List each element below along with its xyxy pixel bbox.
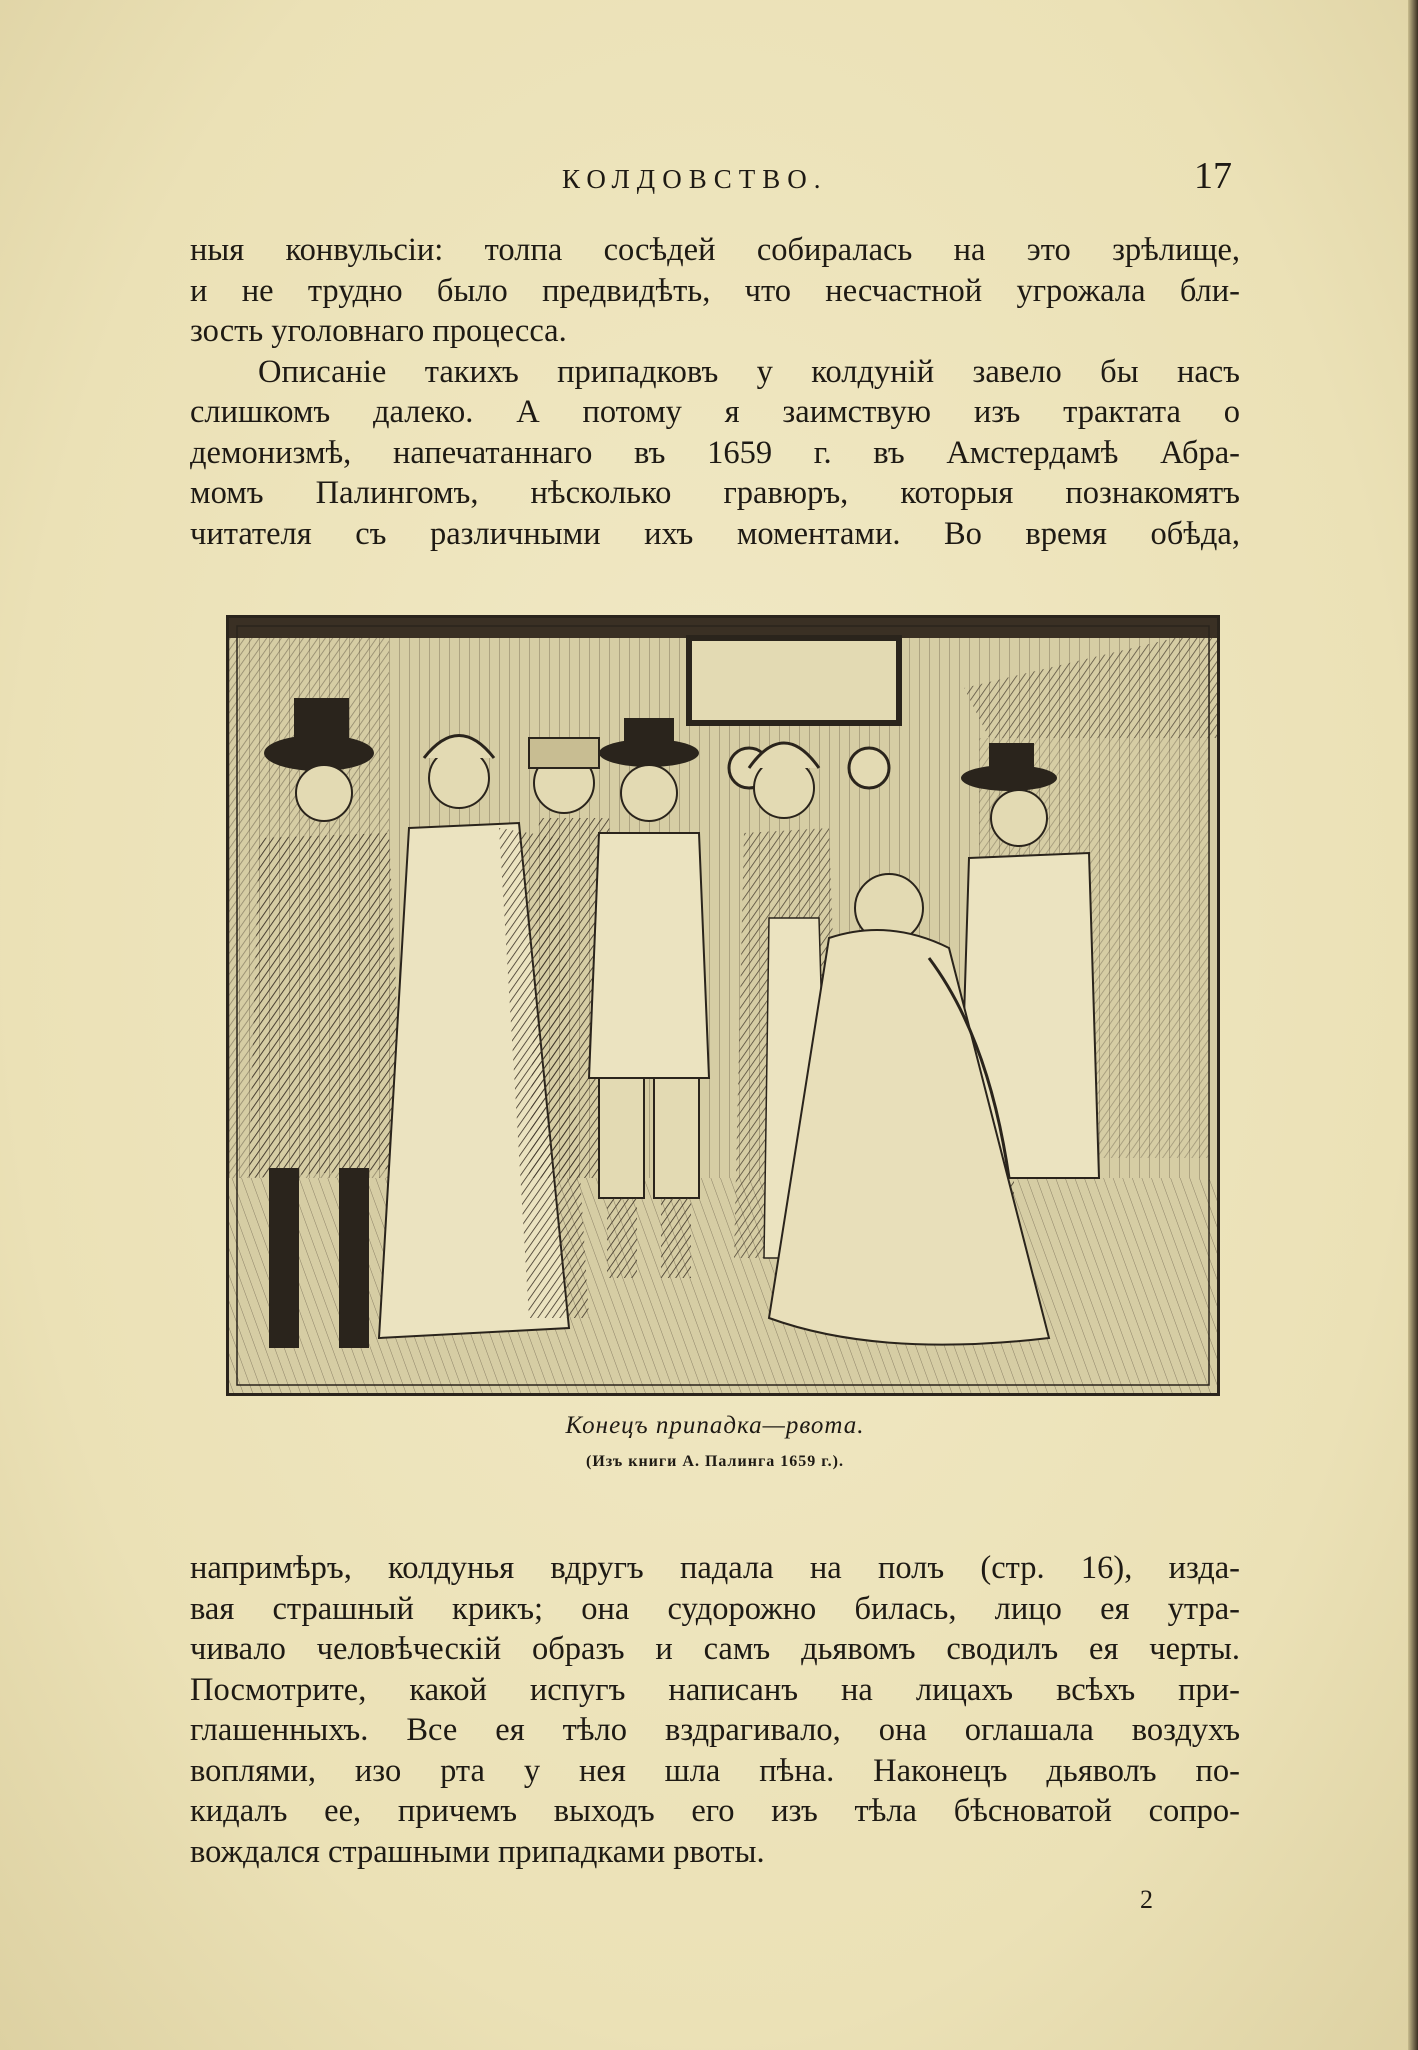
- engraving-drawing: [229, 618, 1217, 1393]
- figure-caption-title: Конецъ припадка—рвота.: [565, 1412, 865, 1439]
- text-line: Описаніе такихъ припадковъ у колдуній завело бы насъ: [258, 353, 1240, 390]
- text-line: момъ Палингомъ, нѣсколько гравюръ, которыя познакомятъ: [190, 475, 1240, 511]
- page-number: 17: [1194, 155, 1232, 197]
- text-line: слишкомъ далеко. А потому я заимствую изъ трактата о: [190, 394, 1240, 430]
- body-text-bottom: [190, 1548, 1240, 1872]
- text-line: глашенныхъ. Все ея тѣло вздрагивало, она оглашала воздухъ: [190, 1712, 1240, 1748]
- text-line: читателя съ различными ихъ моментами. Во время обѣда,: [190, 515, 1240, 552]
- text-line: вождался страшными припадками рвоты.: [190, 1833, 765, 1870]
- text-line: зость уголовнаго процесса.: [190, 313, 567, 349]
- text-line: воплями, изо рта у нея шла пѣна. Наконецъ дьяволъ по-: [190, 1752, 1240, 1789]
- running-head: [190, 155, 1250, 200]
- engraving-illustration: [226, 615, 1220, 1396]
- text-line: чивало человѣческій образъ и самъ дьявомъ сводилъ ея черты.: [190, 1631, 1240, 1667]
- body-text-top: [190, 230, 1240, 554]
- text-line: демонизмѣ, напечатаннаго въ 1659 г. въ Амстердамѣ Абра-: [190, 434, 1240, 471]
- text-line: и не трудно было предвидѣть, что несчастной угрожала бли-: [190, 272, 1240, 309]
- text-line: напримѣръ, колдунья вдругъ падала на полъ (стр. 16), изда-: [190, 1550, 1240, 1586]
- text-line: кидалъ ее, причемъ выходъ его изъ тѣла бѣсноватой сопро-: [190, 1793, 1240, 1829]
- signature-mark: 2: [1140, 1885, 1153, 1914]
- book-spine-edge: [1408, 0, 1418, 2050]
- text-line: ныя конвульсіи: толпа сосѣдей собиралась на это зрѣлище,: [190, 232, 1240, 268]
- text-line: вая страшный крикъ; она судорожно билась, лицо ея утра-: [190, 1590, 1240, 1627]
- running-title: КОЛДОВСТВО.: [562, 164, 828, 194]
- figure-caption-source: (Изъ книги А. Палинга 1659 г.).: [585, 1453, 844, 1470]
- text-line: Посмотрите, какой испугъ написанъ на лицахъ всѣхъ при-: [190, 1671, 1240, 1708]
